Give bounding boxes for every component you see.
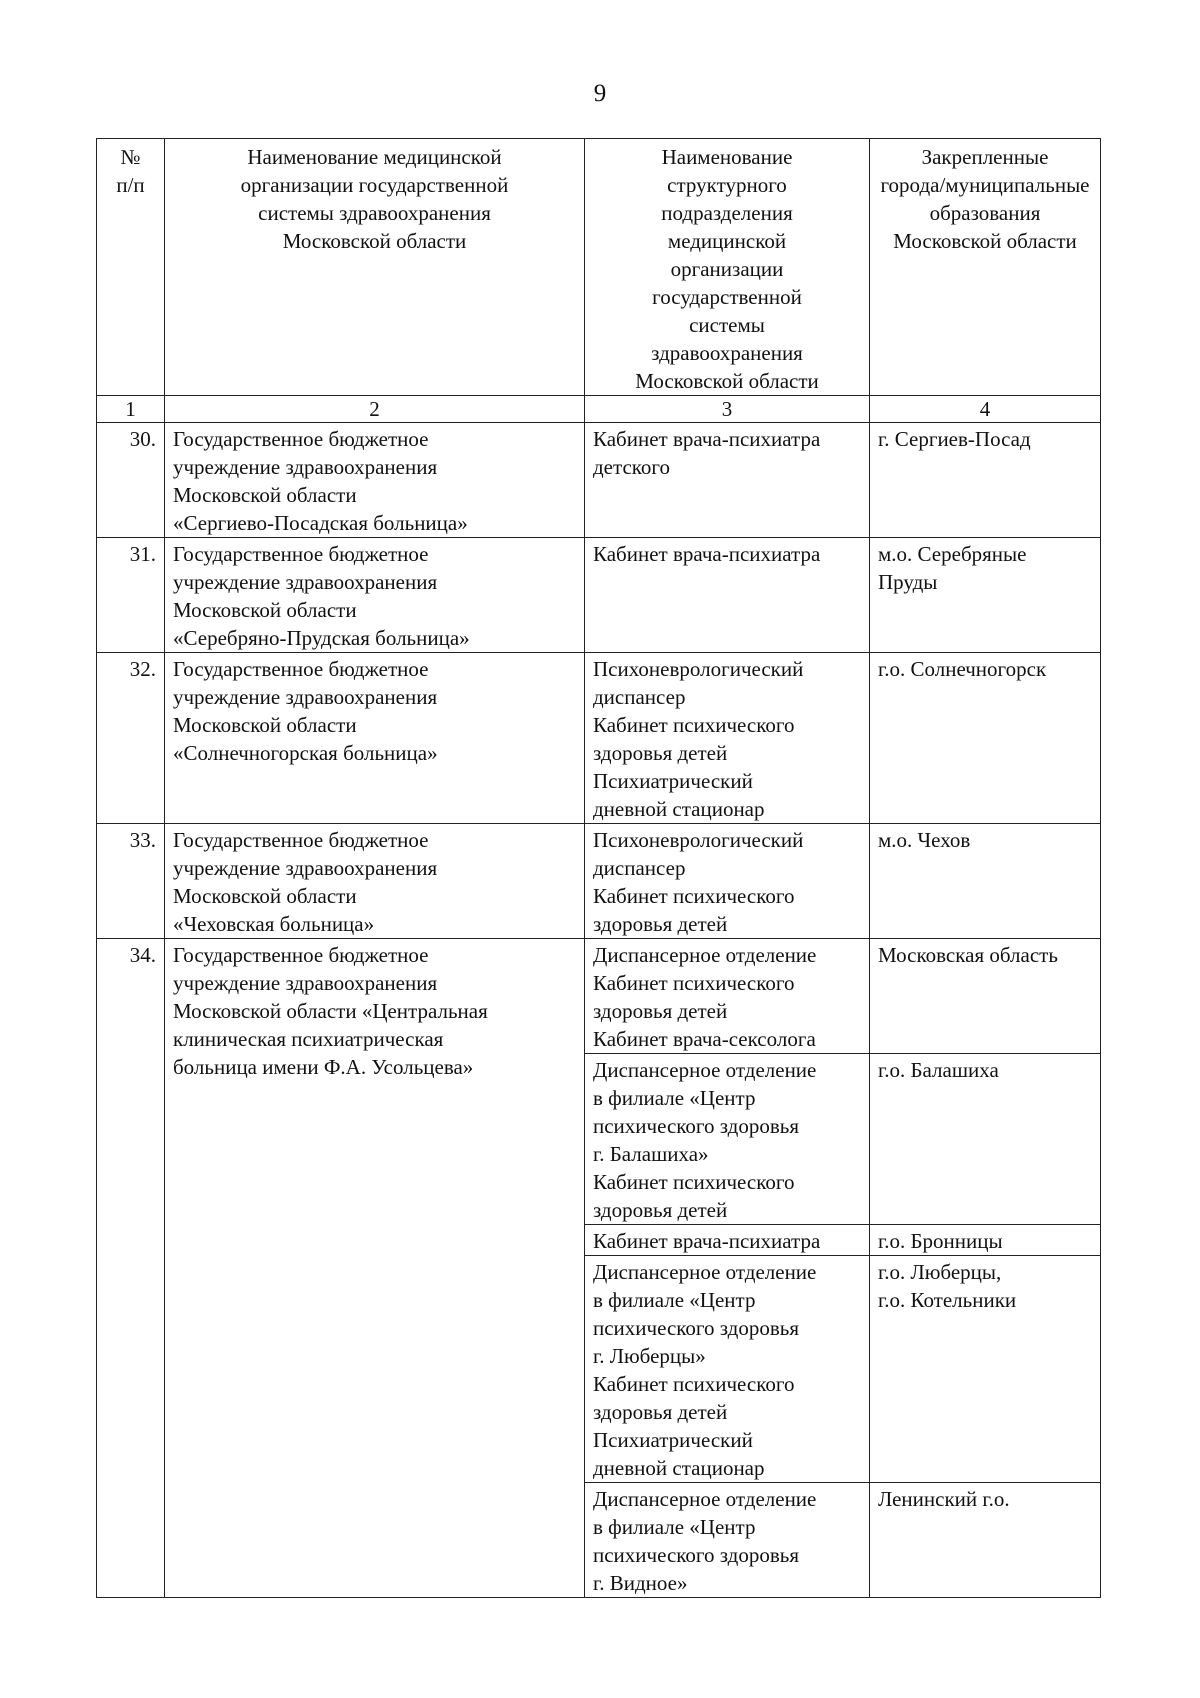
organization-line: Государственное бюджетное [173, 427, 429, 451]
unit-line: Кабинет врача-сексолога [593, 1027, 816, 1051]
organization-line: «Чеховская больница» [173, 912, 375, 936]
header-line: медицинской [667, 229, 787, 253]
header-territory [870, 139, 1101, 396]
territory-line: г. Сергиев-Посад [878, 427, 1031, 451]
unit-line: в филиале «Центр [593, 1086, 756, 1110]
unit-line: диспансер [593, 685, 686, 709]
organization-name [165, 824, 585, 939]
page-number: 9 [593, 80, 607, 107]
header-line: Московской области [282, 229, 467, 253]
header-line: системы [689, 313, 765, 337]
unit-line: Кабинет психического [593, 1170, 795, 1194]
structural-unit [585, 653, 870, 824]
header-line: города/муниципальные [880, 173, 1090, 197]
unit-line: Кабинет врача-психиатра [593, 1229, 821, 1253]
unit-line: Психоневрологический [593, 657, 804, 681]
unit-line: здоровья детей [593, 999, 728, 1023]
unit-line: Кабинет психического [593, 971, 795, 995]
assigned-territory [870, 939, 1101, 1054]
header-organization [165, 139, 585, 396]
header-line: подразделения [661, 201, 793, 225]
unit-line: диспансер [593, 856, 686, 880]
header-line: Московской области [893, 229, 1077, 253]
organization-line: «Серебряно-Прудская больница» [173, 626, 470, 650]
organization-line: учреждение здравоохранения [173, 856, 438, 880]
organization-line: Московской области [173, 483, 357, 507]
unit-line: Кабинет психического [593, 713, 795, 737]
structural-unit [585, 1256, 870, 1483]
header-row [97, 139, 1101, 396]
territory-line: Ленинский г.о. [878, 1487, 1010, 1511]
unit-line: Психиатрический [593, 1428, 753, 1452]
territory-line: г.о. Котельники [878, 1288, 1017, 1312]
header-line: п/п [116, 173, 145, 197]
unit-line: Психиатрический [593, 769, 753, 793]
territory-line: м.о. Чехов [878, 828, 971, 852]
unit-line: Диспансерное отделение [593, 943, 817, 967]
territory-line: г.о. Бронницы [878, 1229, 1003, 1253]
organization-line: Московской области [173, 713, 357, 737]
header-line: Закрепленные [921, 145, 1049, 169]
organization-line: учреждение здравоохранения [173, 685, 438, 709]
organization-name [165, 939, 585, 1598]
registry-table [96, 138, 1101, 1598]
header-line: организации государственной [240, 173, 509, 197]
table-row [97, 653, 1101, 824]
assigned-territory [870, 653, 1101, 824]
organization-line: учреждение здравоохранения [173, 455, 438, 479]
territory-line: м.о. Серебряные [878, 542, 1027, 566]
unit-line: психического здоровья [593, 1114, 799, 1138]
unit-line: психического здоровья [593, 1316, 799, 1340]
table-body [97, 423, 1101, 1598]
column-number: 3 [585, 396, 870, 423]
header-line: структурного [667, 173, 787, 197]
unit-line: психического здоровья [593, 1543, 799, 1567]
organization-line: Государственное бюджетное [173, 657, 429, 681]
unit-line: детского [593, 455, 670, 479]
organization-name [165, 653, 585, 824]
unit-line: здоровья детей [593, 1400, 728, 1424]
unit-line: здоровья детей [593, 912, 728, 936]
structural-unit [585, 423, 870, 538]
table-row [97, 538, 1101, 653]
table-row [97, 939, 1101, 1054]
unit-line: здоровья детей [593, 1198, 728, 1222]
territory-line: г.о. Солнечногорск [878, 657, 1047, 681]
header-line: организации [670, 257, 784, 281]
organization-name [165, 423, 585, 538]
organization-name [165, 538, 585, 653]
assigned-territory [870, 1054, 1101, 1225]
assigned-territory [870, 1256, 1101, 1483]
unit-line: Диспансерное отделение [593, 1487, 817, 1511]
territory-line: г.о. Люберцы, [878, 1260, 1002, 1284]
structural-unit [585, 538, 870, 653]
structural-unit [585, 1483, 870, 1598]
organization-line: клиническая психиатрическая [173, 1027, 444, 1051]
organization-line: Московской области «Центральная [173, 999, 488, 1023]
organization-line: «Сергиево-Посадская больница» [173, 511, 468, 535]
organization-line: Государственное бюджетное [173, 943, 429, 967]
table-row [97, 423, 1101, 538]
row-number: 33. [97, 824, 165, 939]
row-number: 30. [97, 423, 165, 538]
assigned-territory [870, 423, 1101, 538]
column-number: 4 [870, 396, 1101, 423]
unit-line: г. Люберцы» [593, 1344, 706, 1368]
unit-line: г. Видное» [593, 1571, 688, 1595]
unit-line: Диспансерное отделение [593, 1058, 817, 1082]
organization-line: Московской области [173, 598, 357, 622]
column-number-row [97, 396, 1101, 423]
organization-line: «Солнечногорская больница» [173, 741, 438, 765]
assigned-territory [870, 1483, 1101, 1598]
organization-line: учреждение здравоохранения [173, 971, 438, 995]
header-no [97, 139, 165, 396]
header-structural-unit [585, 139, 870, 396]
header-line: Наименование [661, 145, 793, 169]
header-line: государственной [652, 285, 802, 309]
row-number: 31. [97, 538, 165, 653]
unit-line: в филиале «Центр [593, 1288, 756, 1312]
unit-line: Психоневрологический [593, 828, 804, 852]
structural-unit [585, 1225, 870, 1256]
territory-line: Пруды [878, 570, 938, 594]
structural-unit [585, 824, 870, 939]
assigned-territory [870, 1225, 1101, 1256]
organization-line: Государственное бюджетное [173, 828, 429, 852]
assigned-territory [870, 538, 1101, 653]
structural-unit [585, 939, 870, 1054]
unit-line: в филиале «Центр [593, 1515, 756, 1539]
assigned-territory [870, 824, 1101, 939]
territory-line: Московская область [878, 943, 1058, 967]
column-number: 2 [165, 396, 585, 423]
unit-line: здоровья детей [593, 741, 728, 765]
unit-line: дневной стационар [593, 797, 765, 821]
unit-line: Диспансерное отделение [593, 1260, 817, 1284]
organization-line: учреждение здравоохранения [173, 570, 438, 594]
organization-line: больница имени Ф.А. Усольцева» [173, 1055, 474, 1079]
header-line: системы здравоохранения [258, 201, 491, 225]
header-line: Наименование медицинской [247, 145, 502, 169]
row-number: 34. [97, 939, 165, 1598]
structural-unit [585, 1054, 870, 1225]
column-number: 1 [97, 396, 165, 423]
header-line: образования [929, 201, 1041, 225]
table-row [97, 824, 1101, 939]
territory-line: г.о. Балашиха [878, 1058, 999, 1082]
unit-line: Кабинет психического [593, 1372, 795, 1396]
header-line: Московской области [635, 369, 819, 393]
unit-line: дневной стационар [593, 1456, 765, 1480]
row-number: 32. [97, 653, 165, 824]
header-line: здравоохранения [651, 341, 803, 365]
unit-line: Кабинет врача-психиатра [593, 542, 821, 566]
unit-line: Кабинет врача-психиатра [593, 427, 821, 451]
unit-line: Кабинет психического [593, 884, 795, 908]
organization-line: Московской области [173, 884, 357, 908]
header-line: № [120, 145, 141, 169]
organization-line: Государственное бюджетное [173, 542, 429, 566]
unit-line: г. Балашиха» [593, 1142, 709, 1166]
